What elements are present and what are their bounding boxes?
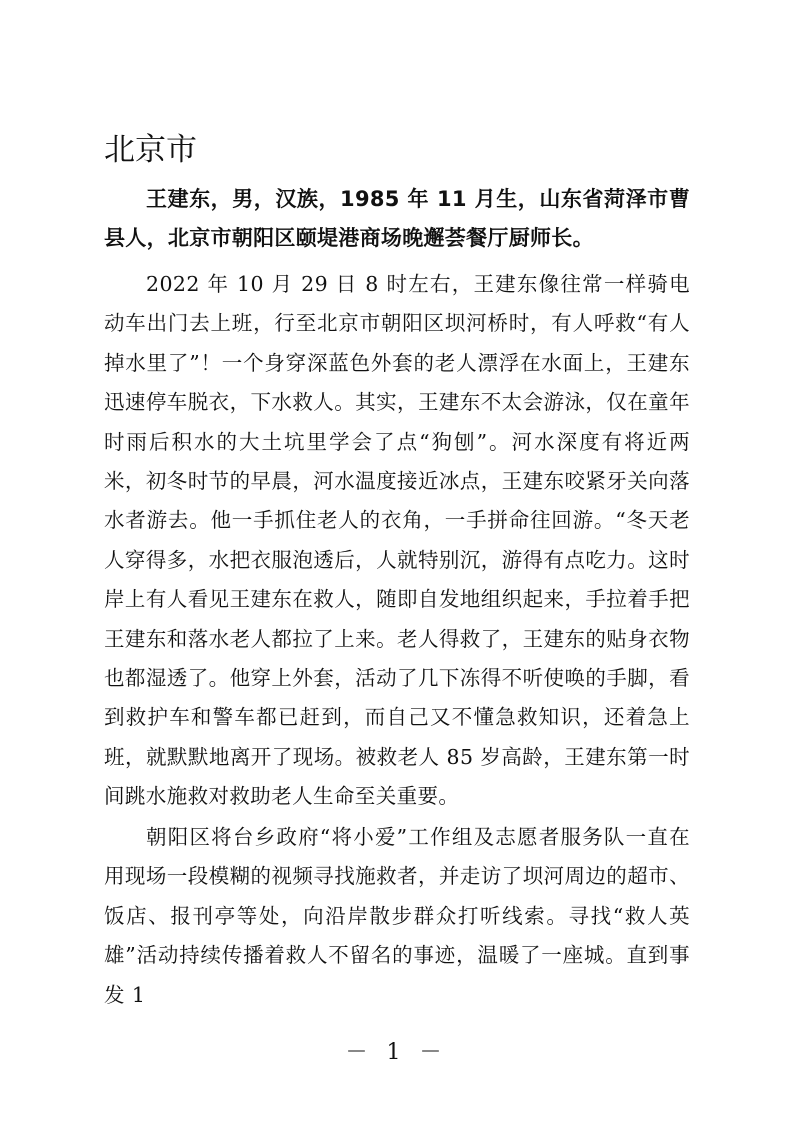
body-paragraph: 2022 年 10 月 29 日 8 时左右，王建东像往常一样骑电动车出门去上班，行至北京市朝阳区坝河桥时，有人呼救“有人掉水里了”！一个身穿深蓝色外套的老人漂浮在水面上，王建东迅速停车脱衣，下水救人。其实，王建东不太会游泳，仅在童年时雨后积水的大土坑里学会了点“狗刨”。河水深度有将近两米，初冬时节的早晨，河水温度接近冰点，王建东咬紧牙关向落水者游去。他一手抓住老人的衣角，一手拼命往回游。“冬天老人穿得多，水把衣服泡透后，人就特别沉，游得有点吃力。这时岸上有人看见王建东在救人，随即自发地组织起来，手拉着手把王建东和落水老人都拉了上来。老人得救了，王建东的贴身衣物也都湿透了。他穿上外套，活动了几下冻得不听使唤的手脚，看到救护车和警车都已赶到，而自己又不懂急救知识，还着急上班，就默默地离开了现场。被救老人 85 岁高龄，王建东第一时间跳水施救对救助老人生命至关重要。 xyxy=(104,272,690,809)
section-heading: 北京市 xyxy=(104,132,197,168)
person-bio: 王建东，男，汉族，1985 年 11 月生，山东省菏泽市曹县人，北京市朝阳区颐堤港商场晚邂荟餐厅厨师长。 xyxy=(104,187,690,250)
page-number: － 1 － xyxy=(345,1040,448,1065)
body-paragraph: 朝阳区将台乡政府“将小爱”工作组及志愿者服务队一直在用现场一段模糊的视频寻找施救者，并走访了坝河周边的超市、饭店、报刊亭等处，向沿岸散步群众打听线索。寻找“救人英雄”活动持续传播着救人不留名的事迹，温暖了一座城。直到事发 1 xyxy=(104,825,690,1007)
